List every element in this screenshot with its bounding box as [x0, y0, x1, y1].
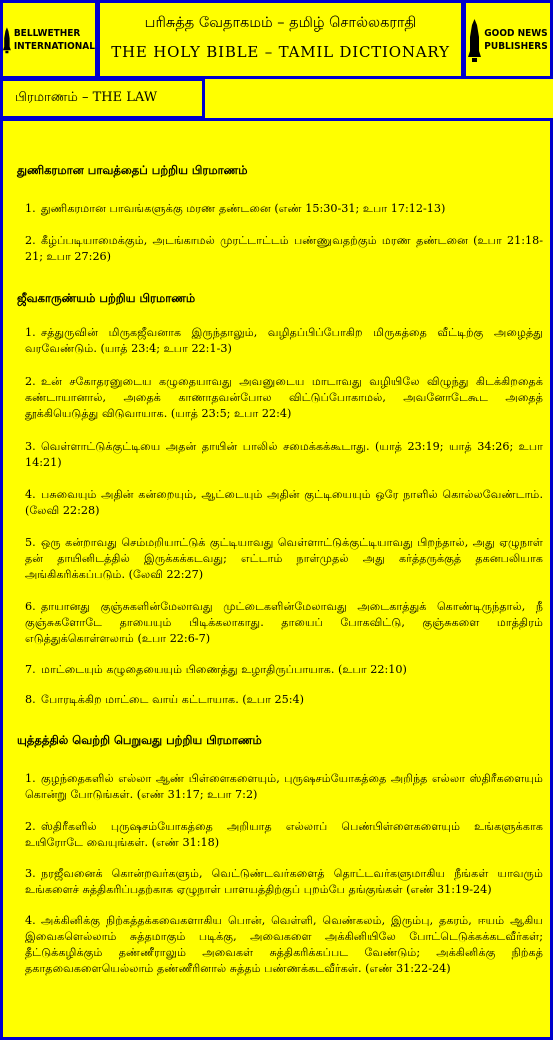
list-item: 2. ஸ்திரீகளில் புருஷசம்யோகத்தை அறியாத எல்லாப் பெண்பிள்ளைகளையும் உங்களுக்காக உயிரோடே வையுங்கள். (எண் 31:18): [25, 820, 543, 849]
title-tamil: பரிசுத்த வேதாகமம் – தமிழ் சொல்லகராதி: [144, 15, 417, 31]
list-item: 1. துணிகரமான பாவங்களுக்கு மரண தண்டனை (எண் 15:30-31; உபா 17:12-13): [25, 202, 446, 215]
tab-label: பிரமாணம் – THE LAW: [15, 90, 158, 105]
list-item: 2. உன் சகோதரனுடைய கழுதையாவது அவனுடைய மாடாவது வழியிலே விழுந்து கிடக்கிறதைக் கண்டாயானால், அதைக் காணாதவன்போல விட்டுப்போகாமல், அவனோடேகூட அதைத் தூக்கியெடுத்து விடுவாயாக. (யாத் 23:5; உபா 22:4): [25, 375, 543, 420]
bellwether-logo-line2: INTERNATIONAL: [13, 40, 95, 52]
list-item: 6. தாயானது குஞ்சுகளின்மேலாவது முட்டைகளின்மேலாவது அடைகாத்துக் கொண்டிருந்தால், நீ குஞ்சுகளோடே தாயையும் பிடிக்கலாகாது. தாயைப் போகவிட்டு, குஞ்சுகளை மாத்திரம் எடுத்துக்கொள்ளலாம் (உபா 22:6-7): [25, 600, 543, 645]
good-news-logo-text: [484, 27, 547, 53]
tab-the-law[interactable]: [0, 78, 205, 119]
list-item: 5. ஒரு கன்றாவது செம்மறியாட்டுக் குட்டியாவது வெள்ளாட்டுக்குட்டியாவது பிறந்தால், அது ஏழுநாள் தன் தாயினிடத்தில் இருக்கக்கடவது; எட்டாம் நாள்முதல் அது கர்த்தருக்குத் தகனபலியாக அங்கிகரிக்கப்படும். (லேவி 22:27): [25, 536, 543, 581]
section-heading: யுத்தத்தில் வெற்றி பெறுவது பற்றிய பிரமாணம்: [17, 733, 262, 747]
title-box: [97, 0, 464, 79]
list-item: 4. அக்கினிக்கு நிற்கத்தக்கவைகளாகிய பொன், வெள்ளி, வெண்கலம், இரும்பு, தகரம், ஈயம் ஆகிய இவைகளெல்லாம் சுத்தமாகும் படிக்கு, அவைகளை அக்கினியிலே போட்டெடுக்கக்கடவீர்கள்; தீட்டுக்கழிக்கும் தண்ணீராலும் அவைகள் சுத்திகரிக்கப்பட வேண்டும்; அக்கினிக்கு நிற்கத் தகாதவைகளையெல்லாம் தண்ணீரினால் சுத்தம் பண்ணக்கடவீர்கள். (எண் 31:22-24): [25, 914, 543, 975]
list-item: 4. பசுவையும் அதின் கன்றையும், ஆட்டையும் அதின் குட்டியையும் ஒரே நாளில் கொல்லவேண்டாம். (லேவி 22:28): [25, 488, 543, 517]
section-heading: துணிகரமான பாவத்தைப் பற்றிய பிரமாணம்: [17, 163, 248, 177]
title-english: THE HOLY BIBLE – TAMIL DICTIONARY: [111, 43, 450, 61]
list-item: 3. நரஜீவனைக் கொன்றவர்களும், வெட்டுண்டவர்களைத் தொட்டவர்களுமாகிய நீங்கள் யாவரும் உங்களைச் சுத்திகரிப்பதற்காக ஏழுநாள் பாளயத்திற்குப் புறம்பே தங்குங்கள் (எண் 31:19-24): [25, 867, 543, 896]
list-item: 3. வெள்ளாட்டுக்குட்டியை அதன் தாயின் பாலில் சமைக்கக்கூடாது. (யாத் 23:19; யாத் 34:26; உபா 14:21): [25, 440, 543, 469]
list-item: 7. மாட்டையும் கழுதையையும் பிணைத்து உழாதிருப்பாயாக. (உபா 22:10): [25, 663, 407, 676]
content-panel: [0, 118, 553, 1040]
bellwether-logo-box: [0, 0, 98, 79]
good-news-logo-icon: [468, 17, 481, 63]
list-item: 8. போரடிக்கிற மாட்டை வாய் கட்டாயாக. (உபா 25:4): [25, 693, 305, 706]
bellwether-logo-line1: BELLWETHER: [13, 27, 81, 39]
section-heading: ஜீவகாருண்யம் பற்றிய பிரமாணம்: [17, 291, 196, 305]
good-news-logo-line1: GOOD NEWS: [484, 27, 548, 39]
good-news-logo-line2: PUBLISHERS: [484, 40, 548, 52]
good-news-logo: [466, 3, 550, 76]
good-news-logo-box: [463, 0, 553, 79]
bellwether-logo: [3, 3, 95, 76]
bellwether-logo-icon: [3, 17, 11, 63]
list-item: 1. குழந்தைகளில் எல்லா ஆண் பிள்ளைகளையும், புருஷசம்யோகத்தை அறிந்த எல்லா ஸ்திரீகளையும் கொன்று போடுங்கள். (எண் 31:17; உபா 7:2): [25, 772, 543, 801]
list-item: 2. கீழ்ப்படியாமைக்கும், அடங்காமல் முரட்டாட்டம் பண்ணுவதற்கும் மரண தண்டனை (உபா 21:18-21; உபா 27:26): [25, 234, 543, 263]
list-item: 1. சத்துருவின் மிருகஜீவனாக இருந்தாலும், வழிதப்பிப்போகிற மிருகத்தை வீட்டிற்கு அழைத்து வரவேண்டும். (யாத் 23:4; உபா 22:1-3): [25, 326, 543, 355]
bellwether-logo-text: [14, 27, 95, 53]
